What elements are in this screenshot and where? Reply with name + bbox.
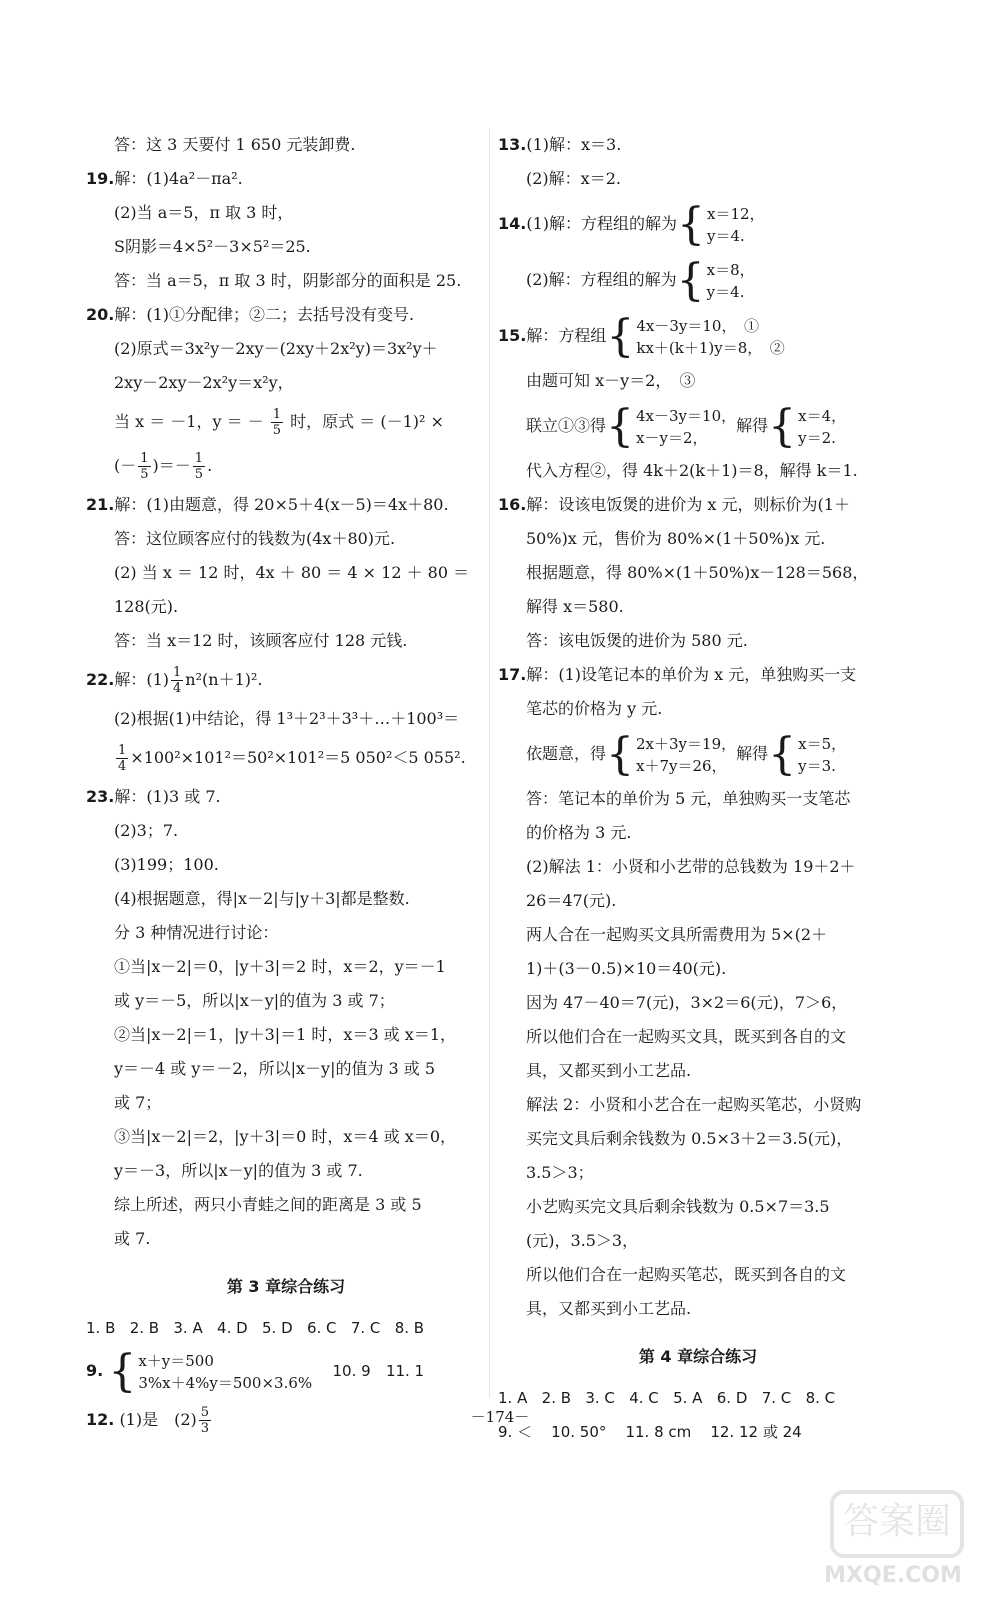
q15-line: 由题可知 x－y＝2， ③ — [526, 371, 696, 390]
fill-answer: 12. 12 或 24 — [710, 1423, 802, 1441]
q19-line — [86, 162, 486, 196]
q17-line: (2)解法 1：小贤和小艺带的总钱数为 19＋2＋ — [526, 857, 856, 876]
q20-number: 20. — [86, 305, 115, 324]
denominator: 4 — [118, 759, 127, 774]
equation: y＝4. — [707, 226, 745, 245]
q22-line — [86, 736, 486, 780]
chapter3-mc-answers — [86, 1311, 486, 1345]
q23-line: y＝－4 或 y＝－2，所以|x－y|的值为 3 或 5 — [114, 1059, 436, 1078]
q17-line: 具，又都买到小工艺品. — [526, 1061, 692, 1080]
q23-line — [86, 780, 486, 814]
watermark-site: MXQE.COM — [824, 1563, 962, 1588]
mc-answer: 8. C — [805, 1389, 836, 1407]
q23-line: (2)3；7. — [114, 821, 179, 840]
right-column — [498, 128, 898, 1449]
numerator: 5 — [200, 1405, 210, 1420]
equation: x＝12， — [707, 204, 765, 223]
q17-line: 所以他们合在一起购买笔芯，既买到各自的文 — [526, 1265, 847, 1284]
q17-line: 答：笔记本的单价为 5 元，单独购买一支笔芯 — [526, 789, 851, 808]
q13-line — [498, 128, 898, 162]
q23-line: 或 7. — [114, 1229, 151, 1248]
q22-number: 22. — [86, 670, 115, 689]
q16-line: 解得 x＝580. — [526, 597, 624, 616]
equation: x＝4， — [798, 406, 847, 425]
equation: y＝4. — [706, 282, 745, 301]
system-rows — [798, 405, 846, 449]
mc-answer: 3. A — [173, 1319, 203, 1337]
q23-line: 或 y＝－5，所以|x－y|的值为 3 或 7； — [114, 991, 395, 1010]
equation: 2x＋3y＝19， — [636, 734, 737, 753]
brace: { — [606, 310, 635, 362]
denominator: 5 — [140, 467, 149, 482]
chapter3-title: 第 3 章综合练习 — [226, 1277, 346, 1296]
q18-answer: 答：这 3 天要付 1 650 元装卸费. — [114, 135, 356, 154]
brace: { — [606, 400, 635, 452]
equation-system — [768, 728, 847, 780]
q19-part1: 解：(1)4a²－πa². — [114, 169, 243, 188]
equation: 3%x＋4%y＝500×3.6% — [138, 1373, 313, 1392]
q17-line: 小艺购买完文具后剩余钱数为 0.5×7＝3.5 — [526, 1197, 830, 1216]
numerator: 1 — [173, 665, 182, 680]
equation: y＝3. — [798, 756, 836, 775]
mc-answer: 1. A — [498, 1389, 528, 1407]
fill-answer: 10. 9 — [332, 1362, 371, 1380]
q17-line — [498, 726, 898, 782]
text: )＝－ — [152, 456, 191, 475]
mc-answer: 2. B — [129, 1319, 160, 1337]
q20-line — [86, 444, 486, 488]
q20-line: 2xy－2xy－2x²y＝x²y， — [114, 373, 294, 392]
q23-line: 或 7； — [114, 1093, 162, 1112]
numerator: 1 — [272, 407, 282, 422]
system-rows — [138, 1350, 312, 1394]
mc-answer: 6. C — [306, 1319, 337, 1337]
fraction — [193, 451, 205, 482]
mc-answer: 4. D — [217, 1319, 248, 1337]
fraction — [171, 665, 183, 696]
q21-line — [86, 488, 486, 522]
q20-line — [86, 400, 486, 444]
q15-line — [498, 398, 898, 454]
equation-system — [606, 310, 785, 362]
equation: 4x－3y＝10， — [636, 406, 737, 425]
q23-number: 23. — [86, 787, 115, 806]
fraction — [271, 407, 283, 438]
numerator: 1 — [140, 451, 149, 466]
equation: x＋y＝500 — [138, 1351, 214, 1370]
q12-number: 12. — [86, 1410, 115, 1429]
q19-line: (2)当 a＝5，π 取 3 时， — [114, 203, 294, 222]
q17-line: 的价格为 3 元. — [526, 823, 632, 842]
brace: { — [768, 728, 797, 780]
text: 解得 — [736, 744, 769, 763]
equation-system — [768, 400, 847, 452]
q13-line: (2)解：x＝2. — [526, 169, 621, 188]
fill-answer: 11. 8 cm — [625, 1423, 692, 1441]
denominator: 5 — [272, 423, 282, 438]
q17-line: 3.5＞3； — [526, 1163, 594, 1182]
brace: { — [606, 728, 635, 780]
denominator: 5 — [194, 467, 204, 482]
equation: x＋7y＝26， — [636, 756, 727, 775]
q17-line: 因为 47－40＝7(元)，3×2＝6(元)，7＞6， — [526, 993, 848, 1012]
q15-number: 15. — [498, 326, 527, 345]
q21-line: 答：这位顾客应付的钱数为(4x＋80)元. — [114, 529, 396, 548]
fill-answer: 9. ＜ — [498, 1423, 533, 1441]
text: 当 x ＝ －1，y ＝ － — [114, 412, 264, 431]
text: 解：方程组 — [526, 326, 607, 345]
q23-line: y＝－3，所以|x－y|的值为 3 或 7. — [114, 1161, 363, 1180]
q17-line — [498, 658, 898, 692]
mc-answer: 3. C — [585, 1389, 615, 1407]
q23-line: 分 3 种情况进行讨论： — [114, 923, 279, 942]
text: (1)是 (2) — [119, 1410, 197, 1429]
equation: 4x－3y＝10， ① — [636, 316, 759, 335]
watermark-logo — [808, 1490, 978, 1590]
equation: kx＋(k＋1)y＝8， ② — [636, 338, 785, 357]
system-rows — [798, 733, 846, 777]
equation-system — [606, 728, 737, 780]
text: 解：(1) — [114, 670, 170, 689]
q20-line: (2)原式＝3x²y－2xy－(2xy＋2x²y)＝3x²y＋ — [114, 339, 438, 358]
mc-answer: 5. A — [673, 1389, 703, 1407]
q21-part1: 解：(1)由题意，得 20×5＋4(x－5)＝4x＋80. — [114, 495, 449, 514]
text: 依题意，得 — [526, 744, 607, 763]
q16-line: 根据题意，得 80%×(1＋50%)x－128＝568， — [526, 563, 869, 582]
equation-system — [676, 254, 755, 306]
q14-line — [498, 196, 898, 252]
q17-line: (元)，3.5＞3， — [526, 1231, 639, 1250]
q17-line: 笔芯的价格为 y 元. — [526, 699, 663, 718]
mc-answer: 1. B — [86, 1319, 116, 1337]
mc-answer: 2. B — [541, 1389, 572, 1407]
text: (2)解：方程组的解为 — [526, 270, 677, 289]
brace: { — [676, 254, 705, 306]
system-rows — [707, 203, 765, 247]
q17-line: 买完文具后剩余钱数为 0.5×3＋2＝3.5(元)， — [526, 1129, 853, 1148]
brace: { — [768, 400, 797, 452]
chapter4-title: 第 4 章综合练习 — [638, 1347, 758, 1366]
q16-answer: 答：该电饭煲的进价为 580 元. — [526, 631, 748, 650]
fraction — [116, 743, 128, 774]
q23-line: 综上所述，两只小青蛙之间的距离是 3 或 5 — [114, 1195, 422, 1214]
text: . — [207, 456, 213, 475]
chapter3-q9-11 — [86, 1345, 486, 1397]
mc-answer: 5. D — [261, 1319, 293, 1337]
text: n²(n＋1)². — [185, 670, 263, 689]
q23-line: ②当|x－2|＝1，|y＋3|＝1 时，x＝3 或 x＝1， — [114, 1025, 457, 1044]
equation: x＝8， — [706, 260, 755, 279]
q16-line — [498, 488, 898, 522]
q23-line: (4)根据题意，得|x－2|与|y＋3|都是整数. — [114, 889, 410, 908]
left-column — [86, 128, 486, 1443]
q14-line — [498, 252, 898, 308]
q15-line: 代入方程②，得 4k＋2(k＋1)＝8，解得 k＝1. — [526, 461, 858, 480]
column-divider — [489, 128, 490, 1398]
watermark-logo-text: 答案圈 — [830, 1490, 964, 1558]
q13-number: 13. — [498, 135, 527, 154]
fill-answer: 10. 50° — [551, 1423, 607, 1441]
q14-number: 14. — [498, 214, 527, 233]
page-number: －174－ — [470, 1408, 530, 1426]
q9-number: 9. — [86, 1361, 104, 1380]
equation: y＝2. — [798, 428, 836, 447]
system-rows — [707, 259, 755, 303]
mc-answer: 7. C — [350, 1319, 381, 1337]
q17-line: 26＝47(元). — [526, 891, 617, 910]
system-rows — [636, 405, 736, 449]
q19-answer: 答：当 a＝5，π 取 3 时，阴影部分的面积是 25. — [114, 271, 462, 290]
equation: x－y＝2， — [636, 428, 708, 447]
brace: { — [108, 1345, 137, 1397]
q23-line: ①当|x－2|＝0，|y＋3|＝2 时，x＝2，y＝－1 — [114, 957, 446, 976]
text: (1)解：方程组的解为 — [526, 214, 678, 233]
mc-answer: 7. C — [761, 1389, 792, 1407]
q21-line: (2) 当 x ＝ 12 时，4x ＋ 80 ＝ 4 × 12 ＋ 80 ＝ — [114, 563, 470, 582]
text: 时，原式 ＝ (－1)² × — [290, 412, 444, 431]
denominator: 3 — [200, 1421, 210, 1436]
mc-answer: 6. D — [716, 1389, 748, 1407]
q23-line: (3)199；100. — [114, 855, 219, 874]
mc-answer: 4. C — [629, 1389, 659, 1407]
brace: { — [677, 198, 706, 250]
text: ×100²×101²＝50²×101²＝5 050²＜5 055². — [130, 748, 466, 767]
q16-number: 16. — [498, 495, 527, 514]
q17-line: 1)＋(3－0.5)×10＝40(元). — [526, 959, 727, 978]
text: (－ — [114, 456, 137, 475]
q13-part1: (1)解：x＝3. — [526, 135, 622, 154]
q23-line: ③当|x－2|＝2，|y＋3|＝0 时，x＝4 或 x＝0， — [114, 1127, 457, 1146]
system-rows — [636, 733, 736, 777]
q21-answer: 答：当 x＝12 时，该顾客应付 128 元钱. — [114, 631, 408, 650]
equation-system — [606, 400, 737, 452]
text: 联立①③得 — [526, 416, 607, 435]
q17-number: 17. — [498, 665, 527, 684]
q16-part1: 解：设该电饭煲的进价为 x 元，则标价为(1＋ — [526, 495, 850, 514]
q21-line: 128(元). — [114, 597, 179, 616]
q19-number: 19. — [86, 169, 115, 188]
q17-line: 解法 2：小贤和小艺合在一起购买笔芯，小贤购 — [526, 1095, 862, 1114]
q22-line — [86, 658, 486, 702]
denominator: 4 — [173, 681, 182, 696]
numerator: 1 — [194, 451, 204, 466]
text: 解得 — [736, 416, 769, 435]
q21-number: 21. — [86, 495, 115, 514]
q23-part1: 解：(1)3 或 7. — [114, 787, 221, 806]
equation-system — [108, 1345, 313, 1397]
q17-part1: 解：(1)设笔记本的单价为 x 元，单独购买一支 — [526, 665, 857, 684]
q16-line: 50%)x 元，售价为 80%×(1＋50%)x 元. — [526, 529, 826, 548]
numerator: 1 — [118, 743, 127, 758]
q17-line: 所以他们合在一起购买文具，既买到各自的文 — [526, 1027, 847, 1046]
q19-line: S阴影＝4×5²－3×5²＝25. — [114, 237, 311, 256]
q20-part1: 解：(1)①分配律；②二；去括号没有变号. — [114, 305, 415, 324]
q17-line: 具，又都买到小工艺品. — [526, 1299, 692, 1318]
mc-answer: 8. B — [394, 1319, 425, 1337]
fraction — [138, 451, 150, 482]
q22-line: (2)根据(1)中结论，得 1³＋2³＋3³＋…＋100³＝ — [114, 709, 460, 728]
q20-line — [86, 298, 486, 332]
q17-line: 两人合在一起购买文具所需费用为 5×(2＋ — [526, 925, 828, 944]
equation: x＝5， — [798, 734, 847, 753]
system-rows — [636, 315, 784, 359]
equation-system — [677, 198, 765, 250]
fill-answer: 11. 1 — [385, 1362, 425, 1380]
q15-line — [498, 308, 898, 364]
